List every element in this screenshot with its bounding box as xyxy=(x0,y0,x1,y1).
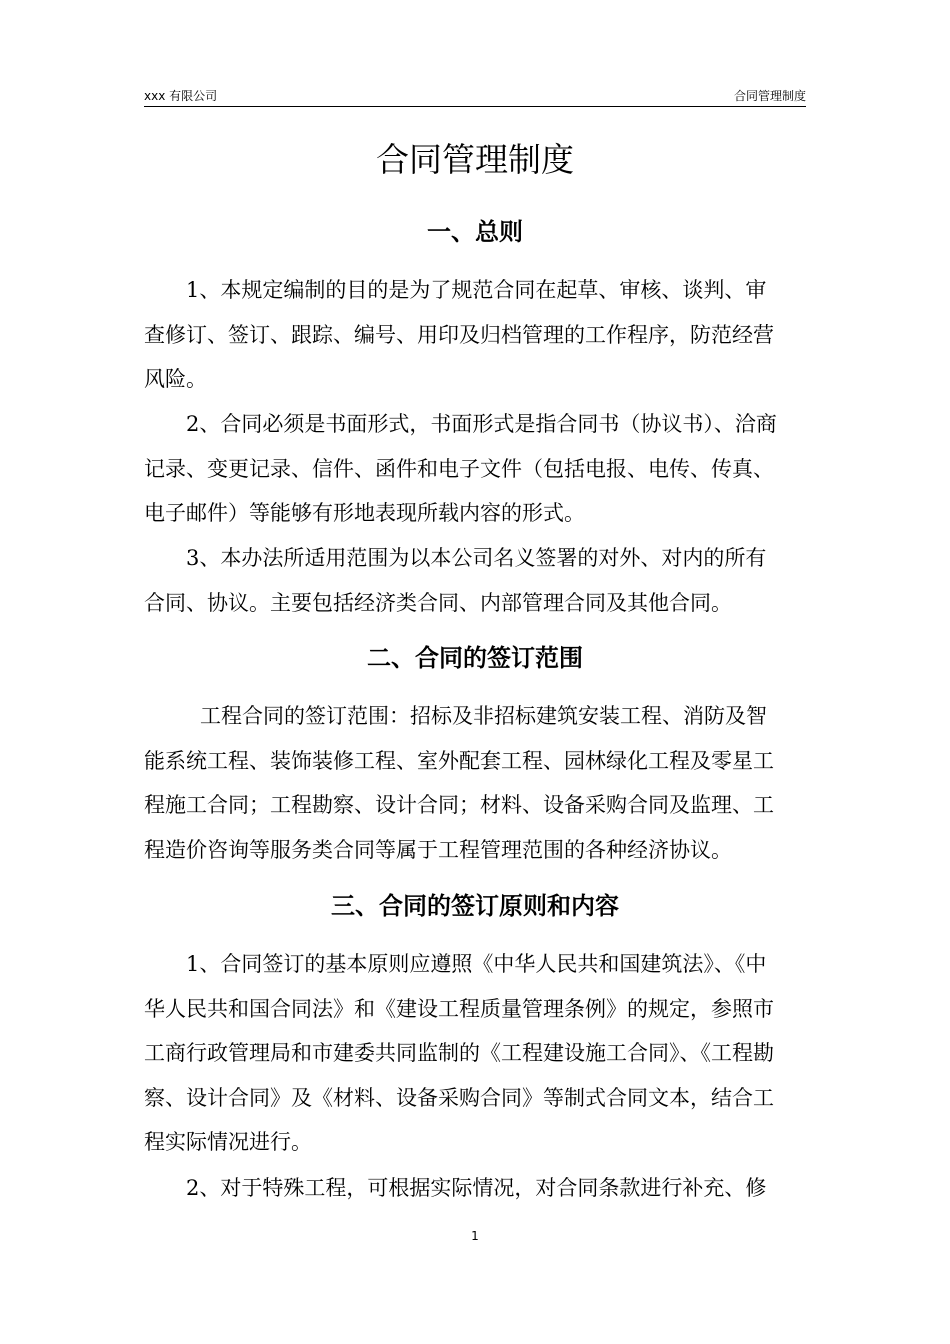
page-number: 1 xyxy=(471,1229,479,1243)
paragraph-line: 2、对于特殊工程，可根据实际情况，对合同条款进行补充、修 xyxy=(186,1176,767,1200)
paragraph-line: 工程合同的签订范围：招标及非招标建筑安装工程、消防及智 xyxy=(200,704,767,728)
section-heading-principles: 三、合同的签订原则和内容 xyxy=(331,892,619,920)
paragraph-line: 2、合同必须是书面形式，书面形式是指合同书（协议书）、洽商 xyxy=(186,412,777,436)
paragraph-line: 程实际情况进行。 xyxy=(144,1130,312,1154)
paragraph-line: 3、本办法所适用范围为以本公司名义签署的对外、对内的所有 xyxy=(186,546,767,570)
paragraph-general-1 xyxy=(144,268,806,402)
paragraph-line: 程施工合同；工程勘察、设计合同；材料、设备采购合同及监理、工 xyxy=(144,793,774,817)
paragraph-line: 记录、变更记录、信件、函件和电子文件（包括电报、电传、传真、 xyxy=(144,456,774,481)
header-document-name: 合同管理制度 xyxy=(733,89,806,103)
paragraph-line: 能系统工程、装饰装修工程、室外配套工程、园林绿化工程及零星工 xyxy=(144,748,774,773)
document-title: 合同管理制度 xyxy=(376,140,574,179)
paragraph-line: 查修订、签订、跟踪、编号、用印及归档管理的工作程序，防范经营 xyxy=(144,322,774,347)
section-heading-signing-scope: 二、合同的签订范围 xyxy=(367,644,583,672)
page-header xyxy=(144,86,806,107)
paragraph-line: 华人民共和国合同法》和《建设工程质量管理条例》的规定，参照市 xyxy=(144,996,774,1021)
paragraph-line: 察、设计合同》及《材料、设备采购合同》等制式合同文本，结合工 xyxy=(144,1085,774,1110)
paragraph-line: 合同、协议。主要包括经济类合同、内部管理合同及其他合同。 xyxy=(144,590,732,615)
paragraph-signing-scope xyxy=(144,694,806,872)
header-company-name: xxx 有限公司 xyxy=(144,89,218,103)
paragraph-line: 风险。 xyxy=(144,367,207,391)
section-heading-general: 一、总则 xyxy=(427,218,523,246)
paragraph-general-3 xyxy=(144,536,806,625)
paragraph-general-2 xyxy=(144,402,806,536)
paragraph-line: 1、合同签订的基本原则应遵照《中华人民共和国建筑法》、《中 xyxy=(186,952,767,976)
paragraph-line: 工商行政管理局和市建委共同监制的《工程建设施工合同》、《工程勘 xyxy=(144,1041,774,1065)
paragraph-line: 程造价咨询等服务类合同等属于工程管理范围的各种经济协议。 xyxy=(144,837,732,862)
paragraph-line: 1、本规定编制的目的是为了规范合同在起草、审核、谈判、审 xyxy=(186,278,767,302)
paragraph-principles-2 xyxy=(144,1166,806,1211)
paragraph-principles-1 xyxy=(144,942,806,1165)
paragraph-line: 电子邮件）等能够有形地表现所载内容的形式。 xyxy=(144,501,585,525)
